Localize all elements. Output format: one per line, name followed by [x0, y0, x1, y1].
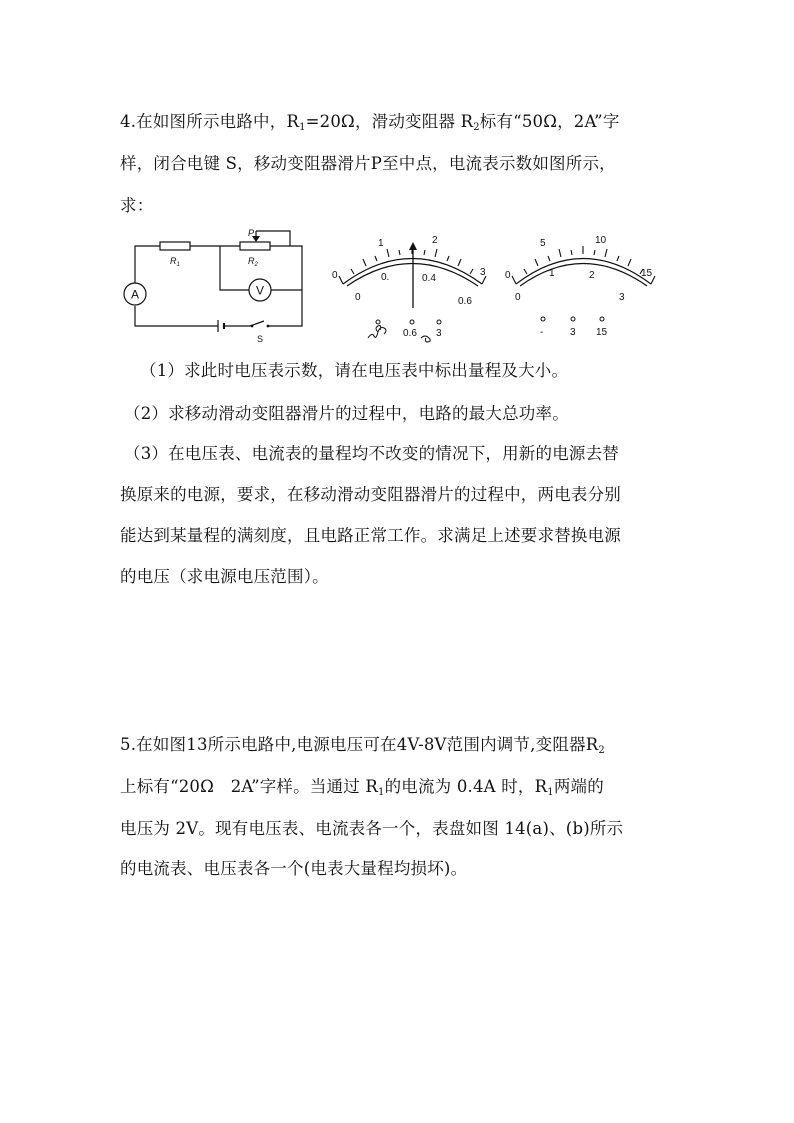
q5-line-2-c: 两端的 [553, 777, 604, 796]
voltmeter-lower-1: 1 [549, 268, 555, 279]
ammeter-upper-2: 2 [432, 235, 438, 246]
q4-line-1-b: =20Ω，滑动变阻器 R [305, 112, 474, 131]
resistor-r1 [160, 242, 190, 250]
q5-line-3: 电压为 2V。现有电压表、电流表各一个，表盘如图 14(a)、(b)所示 [120, 819, 624, 838]
q5-r2-subscript: 2 [598, 745, 605, 756]
q5-r1-subscript-1: 1 [378, 787, 385, 798]
q4-line-1-c: 标有“50Ω，2A”字 [479, 112, 620, 131]
ammeter-upper-1: 1 [378, 238, 384, 249]
r1-label: $R_1$ [170, 256, 180, 268]
q4-line-2: 样，闭合电键 S，移动变阻器滑片P至中点，电流表示数如图所示， [120, 154, 616, 173]
voltmeter-dial [503, 228, 663, 346]
voltmeter-terminal-minus [541, 317, 545, 321]
q5-line-2 [120, 773, 604, 798]
voltmeter-upper-5: 5 [540, 238, 546, 249]
needle-arrow-icon [409, 242, 417, 250]
ammeter-lower-1: 0. [381, 272, 390, 283]
q4-sub-3-line-3: 能达到某量程的满刻度，且电路正常工作。求满足上述要求替换电源 [120, 526, 621, 545]
q4-line-1-a: 4.在如图所示电路中，R [120, 112, 300, 131]
ammeter-upper-0: 0 [332, 270, 338, 281]
q4-r1-subscript: 1 [299, 122, 306, 133]
q4-r2-subscript: 2 [473, 122, 480, 133]
q4-sub-1: （1）求此时电压表示数，请在电压表中标出量程及大小。 [140, 361, 569, 380]
ammeter-terminal-wire [368, 326, 430, 343]
voltmeter-terminal-minus-label: - [540, 327, 544, 338]
ammeter-lower-3: 0.6 [458, 296, 472, 307]
q4-sub-3-line-1: （3）在电压表、电流表的量程均不改变的情况下，用新的电源去替 [124, 444, 619, 463]
q5-line-1 [120, 731, 605, 756]
circuit-diagram [118, 222, 310, 344]
q5-line-2-b: 的电流为 0.4A 时，R [384, 777, 548, 796]
q5-line-4: 的电流表、电压表各一个(电表大量程均损坏)。 [120, 859, 468, 878]
voltmeter-lower-3: 3 [619, 292, 625, 303]
voltmeter-upper-15: 15 [641, 268, 653, 279]
r2-label: $R_2$ [248, 256, 258, 268]
voltmeter-ticks [512, 246, 655, 284]
ammeter-lower-2: 0.4 [422, 273, 436, 284]
q4-sub-3-line-4: 的电压（求电源电压范围）。 [120, 567, 329, 586]
resistor-r2 [240, 242, 270, 250]
voltmeter-lower-0: 0 [515, 292, 521, 303]
q4-sub-2: （2）求移动滑动变阻器滑片的过程中，电路的最大总功率。 [124, 404, 569, 423]
voltmeter-label: V [255, 283, 265, 298]
q5-r1-subscript-2: 1 [547, 787, 554, 798]
switch-label: S [257, 334, 264, 344]
voltmeter-terminal-3: 3 [570, 327, 576, 338]
q4-line-1 [120, 108, 620, 133]
ammeter-terminal-3: 3 [436, 328, 442, 339]
voltmeter-upper-0: 0 [505, 270, 511, 281]
q4-line-3: 求： [120, 196, 154, 215]
q5-line-2-a: 上标有“20Ω 2A”字样。当通过 R [120, 777, 379, 796]
ammeter-label: A [130, 287, 140, 302]
slider-label: P [248, 228, 255, 238]
voltmeter-lower-2: 2 [589, 270, 595, 281]
ammeter-upper-3: 3 [480, 267, 486, 278]
voltmeter-terminal-15: 15 [596, 327, 608, 338]
q4-sub-3-line-2: 换原来的电源，要求，在移动滑动变阻器滑片的过程中，两电表分别 [120, 485, 621, 504]
ammeter-lower-0: 0 [355, 292, 361, 303]
ammeter-terminal-0-6: 0.6 [403, 328, 417, 339]
ammeter-terminal-minus [376, 320, 380, 324]
voltmeter-upper-10: 10 [595, 235, 607, 246]
ammeter-dial [326, 228, 494, 346]
q5-line-1-a: 5.在如图13所示电路中,电源电压可在4V-8V范围内调节,变阻器R [120, 735, 599, 754]
